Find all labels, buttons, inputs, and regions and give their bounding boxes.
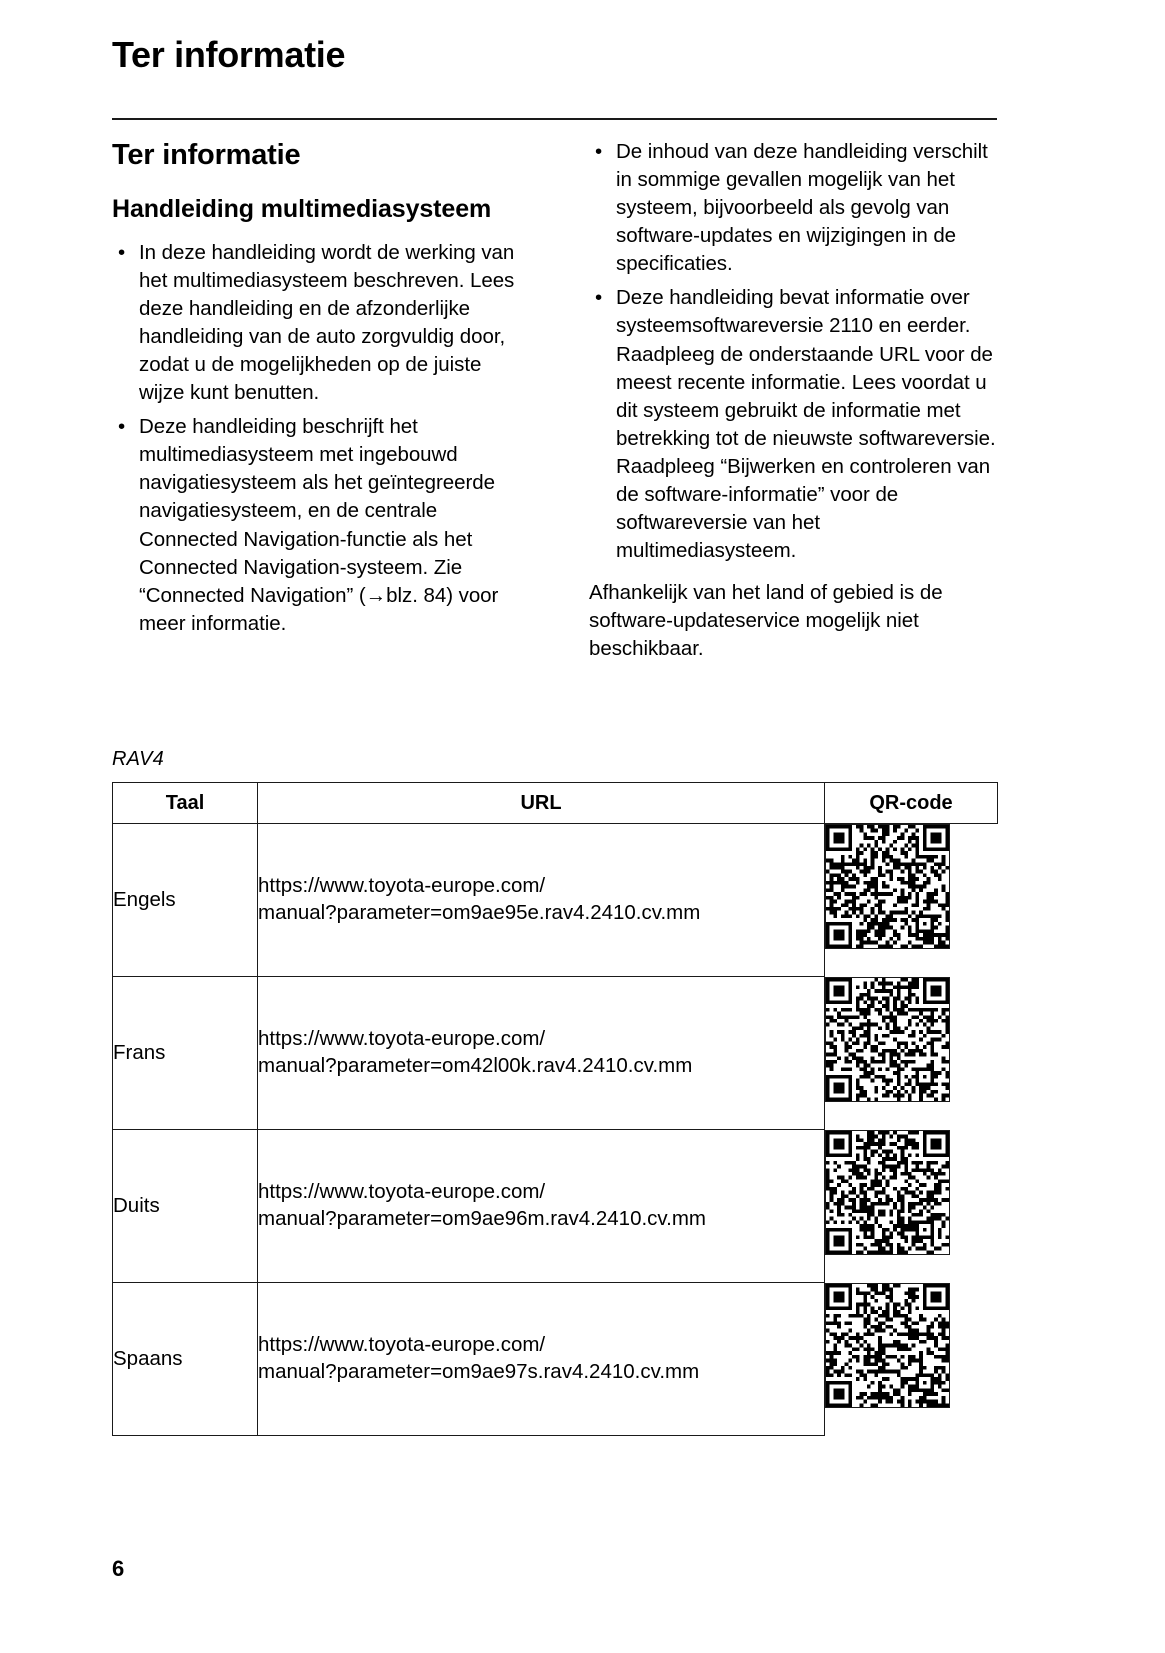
qr-code-icon [826, 1131, 949, 1254]
list-item-text: Deze handleiding bevat informatie over systeemsoftwareversie 2110 en eerder. Raadpleeg de onderstaande URL voor de meest recente informatie. Lees voordat u dit systeem gebruikt de informatie met betrekking tot de nieuwste softwareversie. Raadpleeg “Bijwerken en controleren van de software-informatie” voor de softwareversie van het multimediasysteem. [616, 286, 996, 563]
url-line-1: https://www.toyota-europe.com/ [258, 1180, 546, 1204]
list-item [589, 138, 996, 278]
cell-language: Spaans [113, 1283, 258, 1436]
cell-url [258, 977, 825, 1130]
header-divider [112, 118, 997, 120]
cell-url [258, 1130, 825, 1283]
right-bullet-list [589, 138, 996, 565]
url-line-2: manual?parameter=om9ae96m.rav4.2410.cv.mm [258, 1207, 706, 1230]
bullet-icon: • [595, 140, 603, 163]
qr-code-icon [826, 1284, 949, 1407]
table-row [113, 824, 998, 977]
running-head: Ter informatie [112, 34, 346, 75]
list-item-text: Deze handleiding beschrijft het multimediasysteem met ingebouwd navigatiesysteem als het geïntegreerde navigatiesysteem, en de centrale Connected Navigation-functie als het Connected Navigation-systeem. Zie “Connected Navigation” (→blz. 84) voor meer informatie. [139, 415, 499, 635]
table-row [113, 1130, 998, 1283]
subsection-title: Handleiding multimediasysteem [112, 195, 492, 224]
cell-url [258, 1283, 825, 1436]
table-caption: RAV4 [112, 748, 164, 770]
availability-paragraph: Afhankelijk van het land of gebied is de software-updateservice mogelijk niet beschikbaar. [589, 581, 943, 661]
list-item [589, 284, 996, 565]
bullet-icon: • [118, 240, 126, 264]
manual-url-table [112, 782, 998, 1436]
table-row [113, 1283, 998, 1436]
list-item-text: In deze handleiding wordt de werking van het multimediasysteem beschreven. Lees deze handleiding en de afzonderlijke handleiding van de auto zorgvuldig door, zodat u de mogelijkheden op de juiste wijze kunt benutten. [139, 240, 515, 405]
section-title: Ter informatie [112, 139, 301, 171]
cell-qrcode [825, 1130, 950, 1255]
list-item-text: De inhoud van deze handleiding verschilt in sommige gevallen mogelijk van het systeem, bijvoorbeeld als gevolg van software-updates en wijzigingen in de specificaties. [616, 140, 988, 276]
column-header-taal: Taal [113, 783, 258, 824]
bullet-icon: • [595, 286, 603, 310]
cell-language: Duits [113, 1130, 258, 1283]
cell-url [258, 824, 825, 977]
table-body [113, 824, 998, 1436]
bullet-icon: • [118, 415, 126, 439]
page-number: 6 [112, 1556, 125, 1581]
table-row [113, 977, 998, 1130]
column-header-url: URL [258, 783, 825, 824]
body-columns [112, 138, 997, 663]
url-line-2: manual?parameter=om9ae95e.rav4.2410.cv.mm [258, 901, 701, 924]
cell-qrcode [825, 824, 950, 949]
cell-language: Frans [113, 977, 258, 1130]
list-item [112, 239, 519, 407]
url-line-1: https://www.toyota-europe.com/ [258, 874, 546, 898]
url-line-1: https://www.toyota-europe.com/ [258, 1027, 546, 1051]
cell-qrcode [825, 977, 950, 1102]
column-header-qrcode: QR-code [825, 783, 998, 824]
cell-language: Engels [113, 824, 258, 977]
url-line-2: manual?parameter=om9ae97s.rav4.2410.cv.mm [258, 1360, 700, 1383]
cell-qrcode [825, 1283, 950, 1408]
right-column [589, 138, 996, 663]
table-header-row [113, 783, 998, 824]
url-line-1: https://www.toyota-europe.com/ [258, 1333, 546, 1357]
qr-code-icon [826, 978, 949, 1101]
url-line-2: manual?parameter=om42l00k.rav4.2410.cv.mm [258, 1054, 693, 1077]
left-bullet-list [112, 239, 519, 638]
qr-code-icon [826, 825, 949, 948]
left-column [112, 138, 519, 663]
list-item [112, 413, 519, 638]
